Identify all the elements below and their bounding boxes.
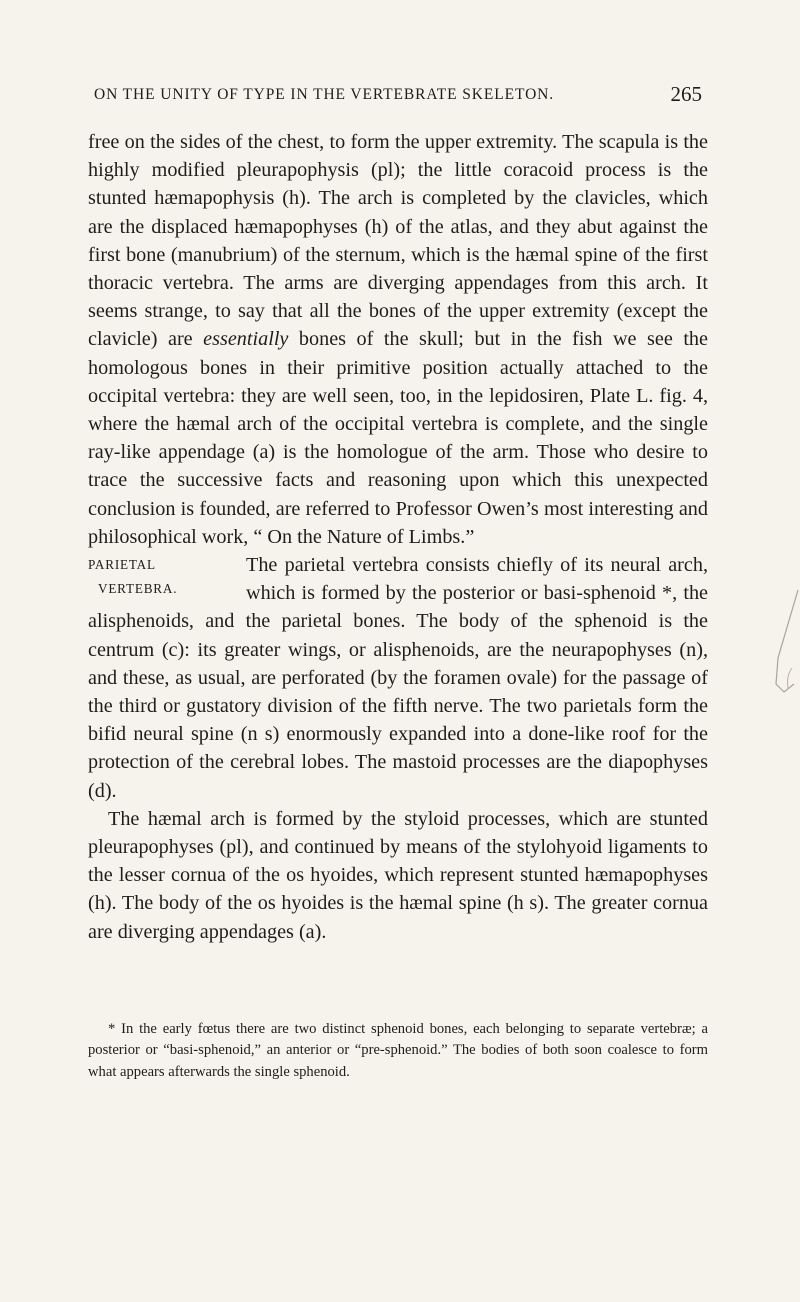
side-heading (88, 553, 236, 601)
page-number: 265 (670, 82, 702, 106)
paragraph-parietal-vertebra (88, 551, 708, 805)
paragraph-text-part: bones of the skull; but in the fish we see the homologous bones in their primitive position actually attached to the occipital vertebra: they are well seen, too, in the lepidosiren, Plate L. fig. 4, where the hæmal arch of the occipital vertebra is complete, and the single ray-like appendage (a) is the homologue of the arm. Those who desire to trace the successive facts and reasoning upon which this unexpected conclusion is founded, are referred to Professor Owen’s most interesting and philosophical work, “ On the Nature of Limbs.” (88, 328, 708, 548)
side-heading-line: VERTEBRA. (98, 581, 178, 597)
side-heading-line: PARIETAL (88, 557, 156, 573)
pencil-stroke (776, 590, 798, 692)
running-head (94, 82, 702, 110)
footnote-text: * In the early fœtus there are two distinct sphenoid bones, each belonging to separate vertebræ; a posterior or “basi-sphenoid,” an anterior or “pre-sphenoid.” The bodies of both soon coalesce to form what appears afterwards the single sphenoid. (88, 1021, 708, 1080)
paragraph-text: The parietal vertebra consists chiefly of its neural arch, which is formed by the posterior or basi-sphenoid *, the alisphenoids, and the parietal bones. The body of the sphenoid is the centrum (c): its greater wings, or alisphenoids, are the neurapophyses (n), and these, as usual, are perforated (by the foramen ovale) for the passage of the third or gustatory division of the fifth nerve. The two parietals form the bifid neural spine (n s) enormously expanded into a done-like roof for the protection of the cerebral lobes. The mastoid processes are the diapophyses (d). (88, 554, 708, 802)
paragraph-text: The hæmal arch is formed by the styloid processes, which are stunted pleurapophyses (pl), and continued by means of the stylohyoid ligaments to the lesser cornua of the os hyoides, which represent stunted hæmapophyses (h). The body of the os hyoides is the hæmal spine (h s). The greater cornua are diverging appendages (a). (88, 807, 708, 943)
footnote (88, 1019, 708, 1083)
paragraph-haemal-arch (88, 805, 708, 946)
main-text (88, 128, 708, 946)
emphasized-word: essentially (203, 328, 289, 351)
paragraph-upper-extremity (88, 128, 708, 551)
margin-pencil-mark (772, 588, 800, 708)
paragraph-text-part: free on the sides of the chest, to form the upper extremity. The scapula is the highly modified pleurapophysis (pl); the little coracoid process is the stunted hæmapophysis (h). The arch is completed by the clavicles, which are the displaced hæmapophyses (h) of the atlas, and they abut against the first bone (manubrium) of the sternum, which is the hæmal spine of the first thoracic vertebra. The arms are diverging appendages from this arch. It seems strange, to say that all the bones of the upper extremity (except the clavicle) are (88, 131, 708, 351)
pencil-stroke (788, 668, 793, 688)
running-title: ON THE UNITY OF TYPE IN THE VERTEBRATE SKELETON. (94, 86, 555, 103)
